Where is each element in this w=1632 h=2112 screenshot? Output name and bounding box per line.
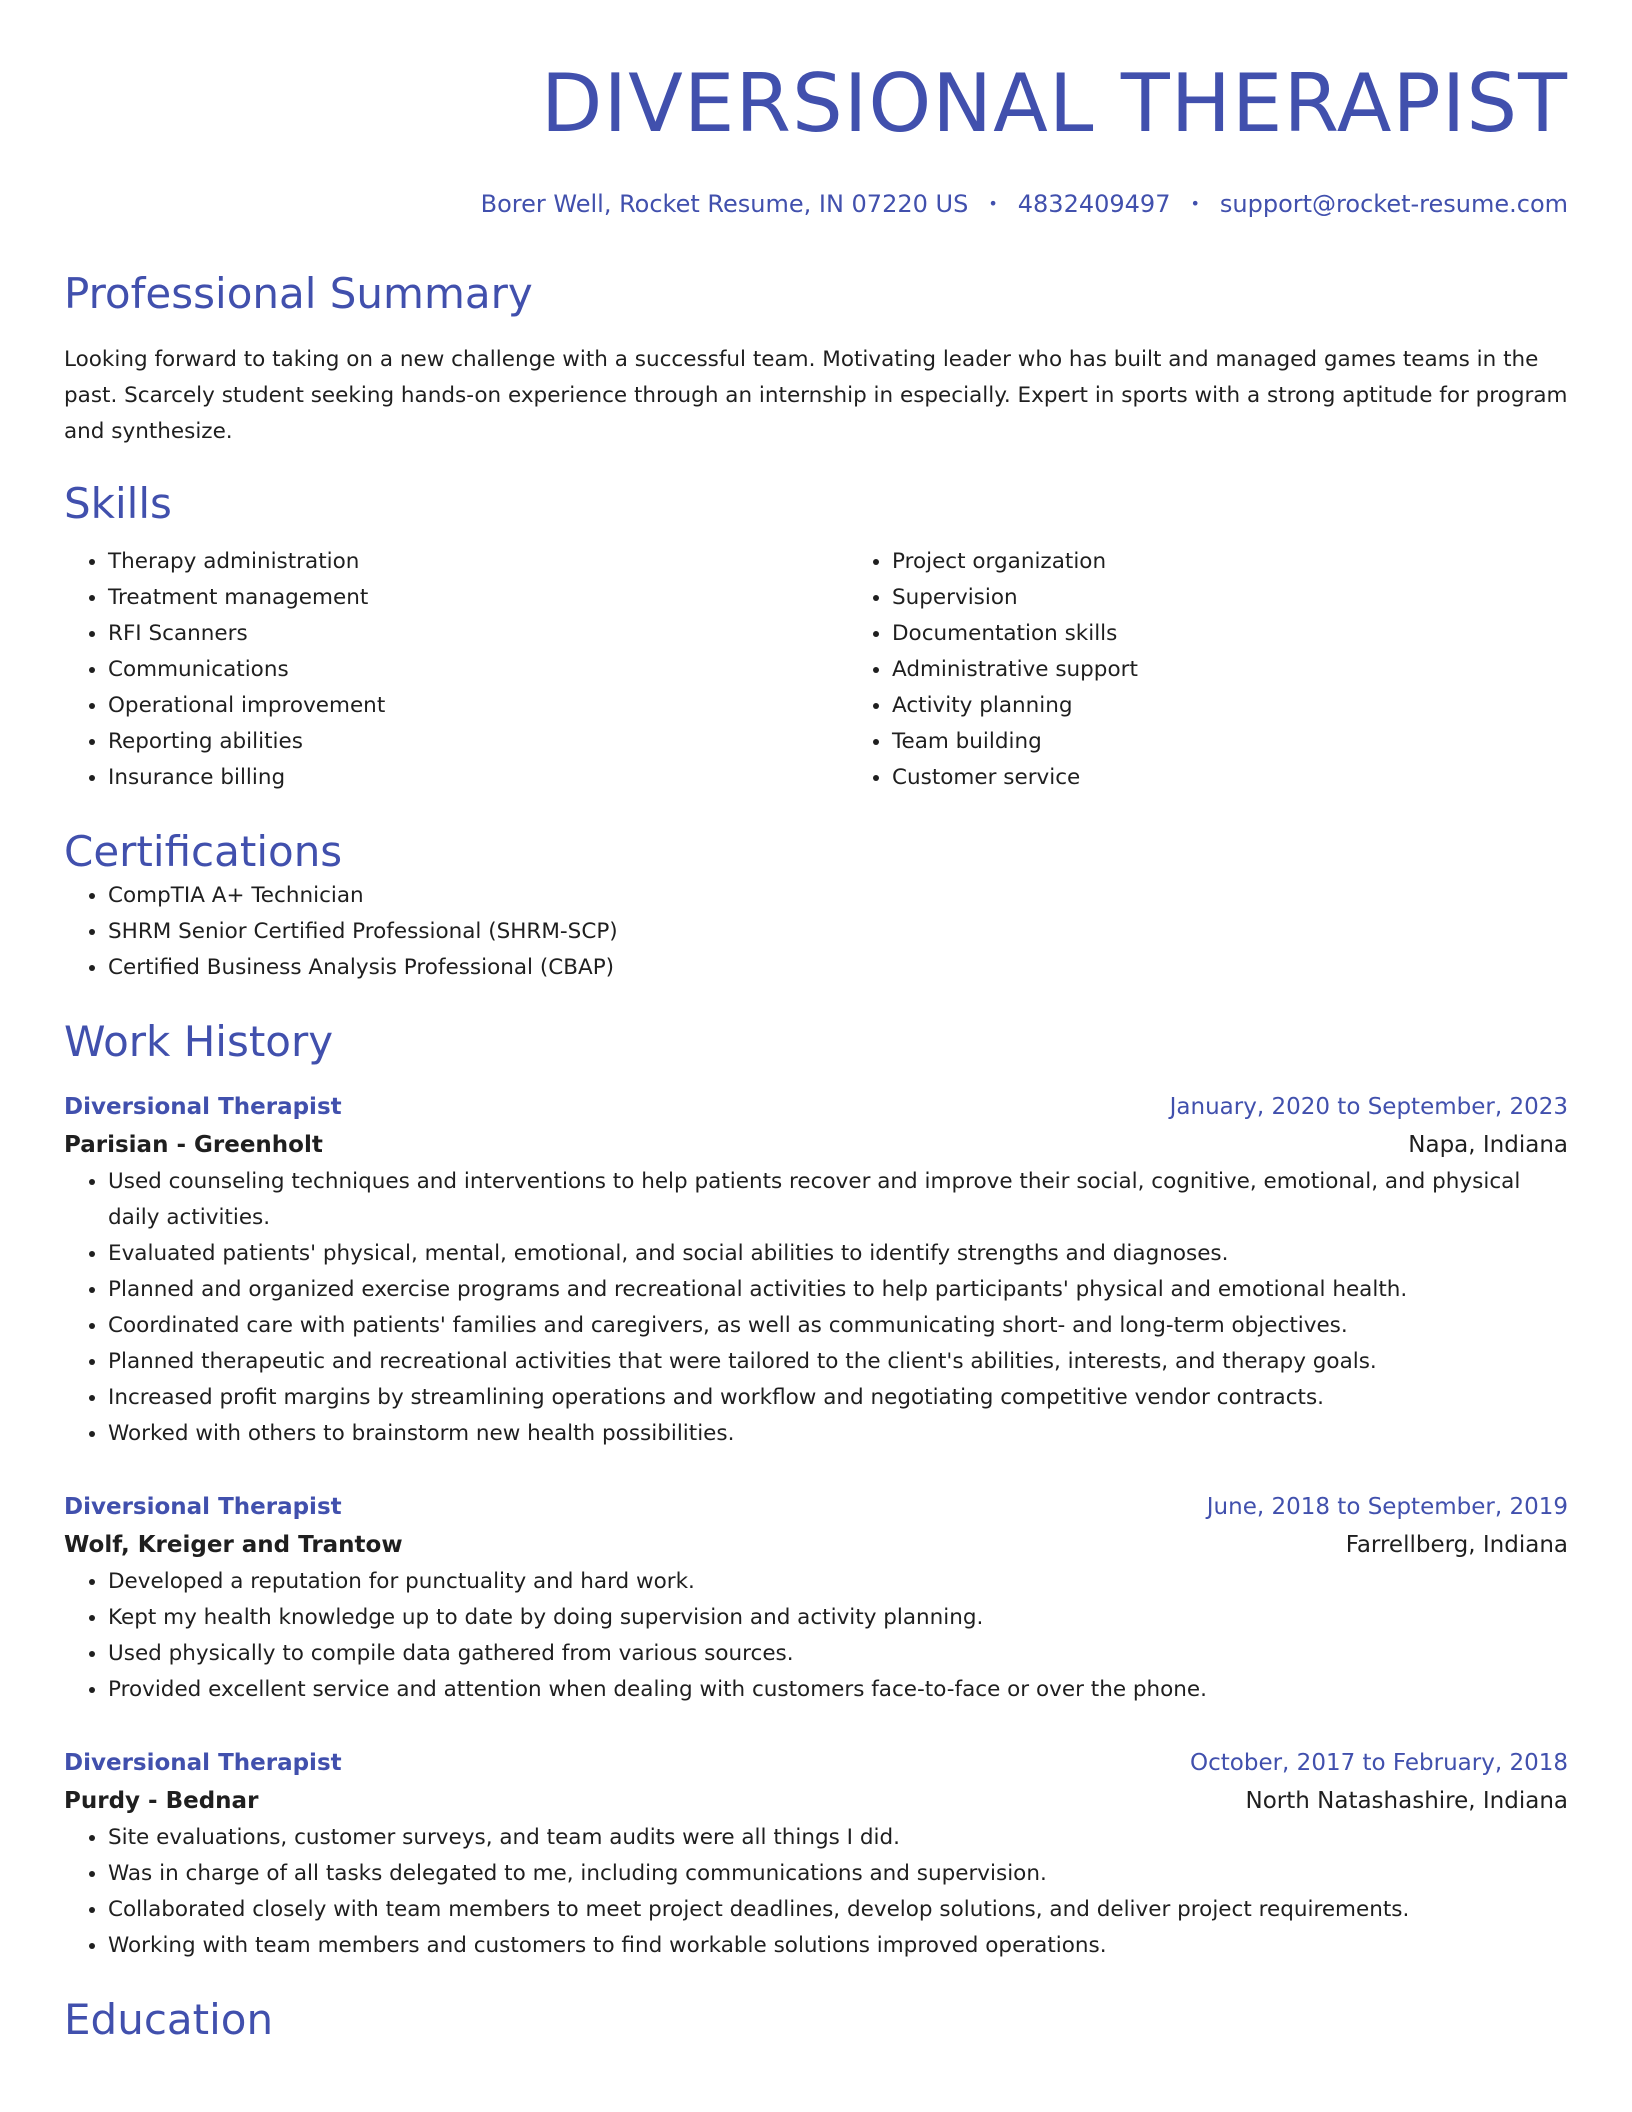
contact-address: Borer Well, Rocket Resume, IN 07220 US — [480, 190, 969, 218]
skill-item: • Administrative support — [892, 652, 1138, 688]
skills-heading: Skills — [64, 479, 172, 528]
job-company: Wolf, Kreiger and Trantow — [64, 1532, 403, 1558]
job-bullet: • Developed a reputation for punctuality and hard work. — [108, 1564, 1568, 1600]
job-bullet: • Used counseling techniques and interventions to help patients recover and improve their social, cognitive, emotional, and physical daily activities. — [108, 1164, 1568, 1236]
job-location: Napa, Indiana — [1408, 1132, 1568, 1158]
job-bullet: • Kept my health knowledge up to date by doing supervision and activity planning. — [108, 1600, 1568, 1636]
job-bullets — [64, 1820, 1568, 1964]
candidate-name: DIVERSIONAL THERAPIST — [540, 57, 1568, 150]
job-bullet: • Used physically to compile data gathered from various sources. — [108, 1636, 1568, 1672]
skill-item: • Therapy administration — [108, 544, 848, 580]
job-bullet: • Increased profit margins by streamlining operations and workflow and negotiating competitive vendor contracts. — [108, 1380, 1568, 1416]
contact-separator: • — [988, 194, 998, 213]
certifications-list — [64, 878, 1568, 986]
job-bullet: • Provided excellent service and attention when dealing with customers face-to-face or over the phone. — [108, 1672, 1568, 1708]
job-company: Parisian - Greenholt — [64, 1132, 323, 1158]
certification-item: • CompTIA A+ Technician — [108, 878, 1568, 914]
job-dates: January, 2020 to September, 2023 — [1169, 1094, 1568, 1120]
contact-separator: • — [1190, 194, 1200, 213]
job-bullet: • Working with team members and customers to find workable solutions improved operations. — [108, 1928, 1568, 1964]
skill-item: • Team building — [892, 724, 1138, 760]
job-dates: June, 2018 to September, 2019 — [1206, 1494, 1568, 1520]
certifications-section — [64, 826, 1568, 986]
education-heading: Education — [64, 1995, 274, 2044]
skill-item: • Customer service — [892, 760, 1138, 796]
job-title: Diversional Therapist — [64, 1094, 342, 1120]
skill-item: • Activity planning — [892, 688, 1138, 724]
skill-item: • Reporting abilities — [108, 724, 848, 760]
work-history-section — [64, 1016, 1568, 1964]
education-section — [64, 1994, 1568, 2046]
job-title: Diversional Therapist — [64, 1494, 342, 1520]
skill-item: • Documentation skills — [892, 616, 1138, 652]
job-bullet: • Site evaluations, customer surveys, and team audits were all things I did. — [108, 1820, 1568, 1856]
skill-item: • RFI Scanners — [108, 616, 848, 652]
summary-section — [64, 268, 1568, 450]
job-bullet: • Evaluated patients' physical, mental, emotional, and social abilities to identify strengths and diagnoses. — [108, 1236, 1568, 1272]
job-company-row — [64, 1526, 1568, 1564]
job-bullets — [64, 1164, 1568, 1452]
job-bullet: • Planned and organized exercise programs and recreational activities to help participants' physical and emotional health. — [108, 1272, 1568, 1308]
job-title: Diversional Therapist — [64, 1750, 342, 1776]
skills-column-1 — [64, 544, 848, 796]
job-header-row — [64, 1744, 1568, 1782]
skills-section — [64, 478, 1568, 796]
skill-item: • Project organization — [892, 544, 1138, 580]
certification-item: • SHRM Senior Certified Professional (SHRM-SCP) — [108, 914, 1568, 950]
skill-item: • Treatment management — [108, 580, 848, 616]
summary-text: Looking forward to taking on a new challenge with a successful team. Motivating leader who has built and managed games teams in the past. Scarcely student seeking hands-on experience through an internship in especially. Expert in sports with a strong aptitude for program and synthesize. — [64, 347, 1568, 444]
contact-line — [64, 188, 1568, 220]
job-company-row — [64, 1782, 1568, 1820]
skill-item: • Operational improvement — [108, 688, 848, 724]
skills-column-2 — [848, 544, 1138, 796]
job-location: North Natashashire, Indiana — [1245, 1788, 1568, 1814]
skill-item: • Insurance billing — [108, 760, 848, 796]
skill-item: • Supervision — [892, 580, 1138, 616]
job-bullet: • Coordinated care with patients' families and caregivers, as well as communicating short- and long-term objectives. — [108, 1308, 1568, 1344]
job-company: Purdy - Bednar — [64, 1788, 259, 1814]
job-bullet: • Collaborated closely with team members to meet project deadlines, develop solutions, and deliver project requirements. — [108, 1892, 1568, 1928]
job-location: Farrellberg, Indiana — [1345, 1532, 1568, 1558]
job-header-row — [64, 1088, 1568, 1126]
certification-item: • Certified Business Analysis Professional (CBAP) — [108, 950, 1568, 986]
job-dates: October, 2017 to February, 2018 — [1190, 1750, 1568, 1776]
job-entry — [64, 1488, 1568, 1708]
summary-heading: Professional Summary — [64, 269, 533, 318]
skills-columns — [64, 544, 1568, 796]
resume-header — [64, 56, 1568, 220]
certifications-heading: Certifications — [64, 827, 343, 876]
work-history-heading: Work History — [64, 1017, 334, 1066]
job-header-row — [64, 1488, 1568, 1526]
job-entry — [64, 1088, 1568, 1452]
job-bullet: • Worked with others to brainstorm new health possibilities. — [108, 1416, 1568, 1452]
job-bullets — [64, 1564, 1568, 1708]
skill-item: • Communications — [108, 652, 848, 688]
contact-email: support@rocket-resume.com — [1219, 190, 1568, 218]
job-company-row — [64, 1126, 1568, 1164]
contact-phone: 4832409497 — [1017, 190, 1171, 218]
job-bullet: • Was in charge of all tasks delegated to me, including communications and supervision. — [108, 1856, 1568, 1892]
jobs-list — [64, 1088, 1568, 1964]
job-entry — [64, 1744, 1568, 1964]
job-bullet: • Planned therapeutic and recreational activities that were tailored to the client's abilities, interests, and therapy goals. — [108, 1344, 1568, 1380]
